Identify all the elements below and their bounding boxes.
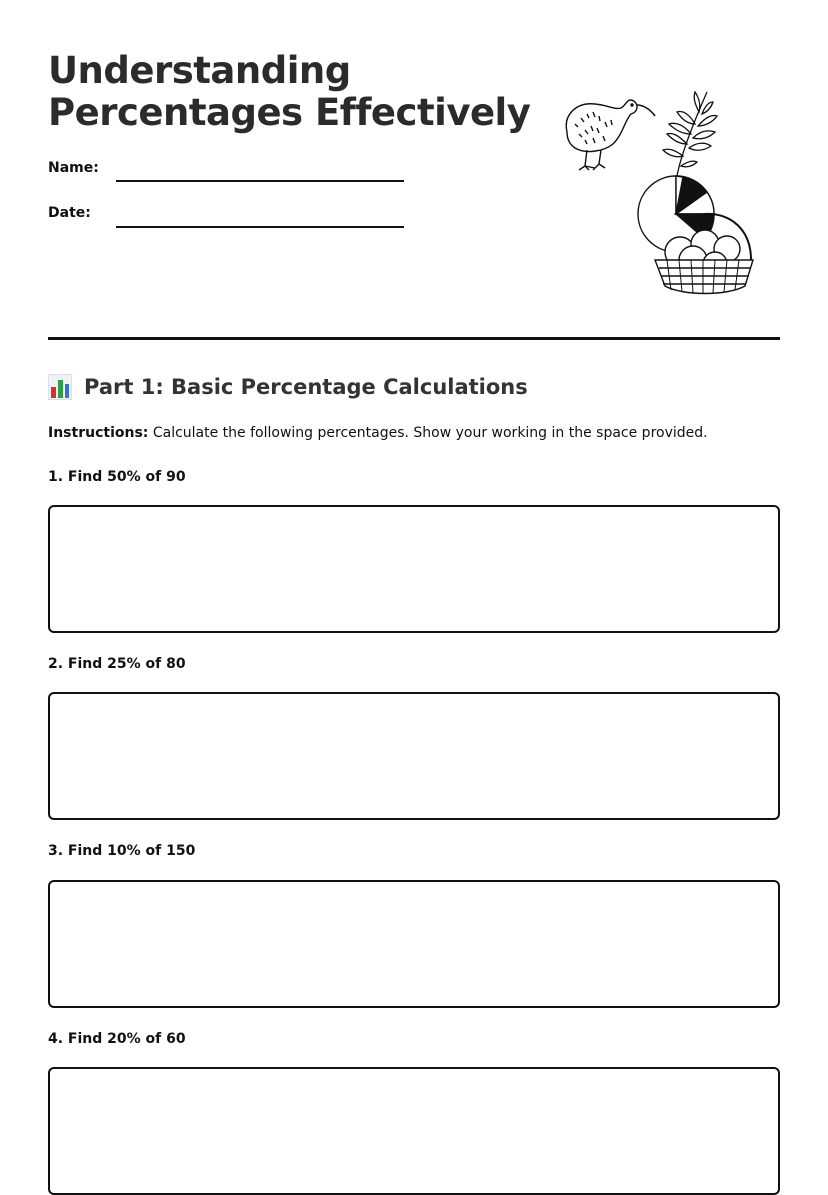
date-label: Date: (48, 205, 91, 221)
part-1-heading-text: Part 1: Basic Percentage Calculations (84, 375, 528, 399)
worksheet-title (48, 50, 530, 134)
worksheet-illustration (555, 84, 760, 299)
instructions-text: Calculate the following percentages. Show your working in the space provided. (148, 425, 708, 441)
name-field[interactable] (116, 180, 404, 182)
fern-icon (663, 92, 717, 176)
bar-chart-icon (48, 374, 72, 400)
question-3-label: 3. Find 10% of 150 (48, 843, 196, 859)
part-1-heading (48, 374, 528, 400)
title-line-2: Percentages Effectively (48, 91, 531, 134)
kiwi-bird-icon (566, 100, 655, 170)
question-2-label: 2. Find 25% of 80 (48, 656, 186, 672)
instructions-label: Instructions: (48, 425, 149, 441)
answer-box-3[interactable] (48, 880, 780, 1008)
section-divider (48, 337, 780, 340)
name-label: Name: (48, 160, 99, 176)
answer-box-2[interactable] (48, 692, 780, 820)
title-line-1: Understanding (48, 49, 351, 92)
instructions (48, 425, 708, 441)
date-field[interactable] (116, 226, 404, 228)
question-4-label: 4. Find 20% of 60 (48, 1031, 186, 1047)
answer-box-1[interactable] (48, 505, 780, 633)
question-1-label: 1. Find 50% of 90 (48, 469, 186, 485)
answer-box-4[interactable] (48, 1067, 780, 1195)
